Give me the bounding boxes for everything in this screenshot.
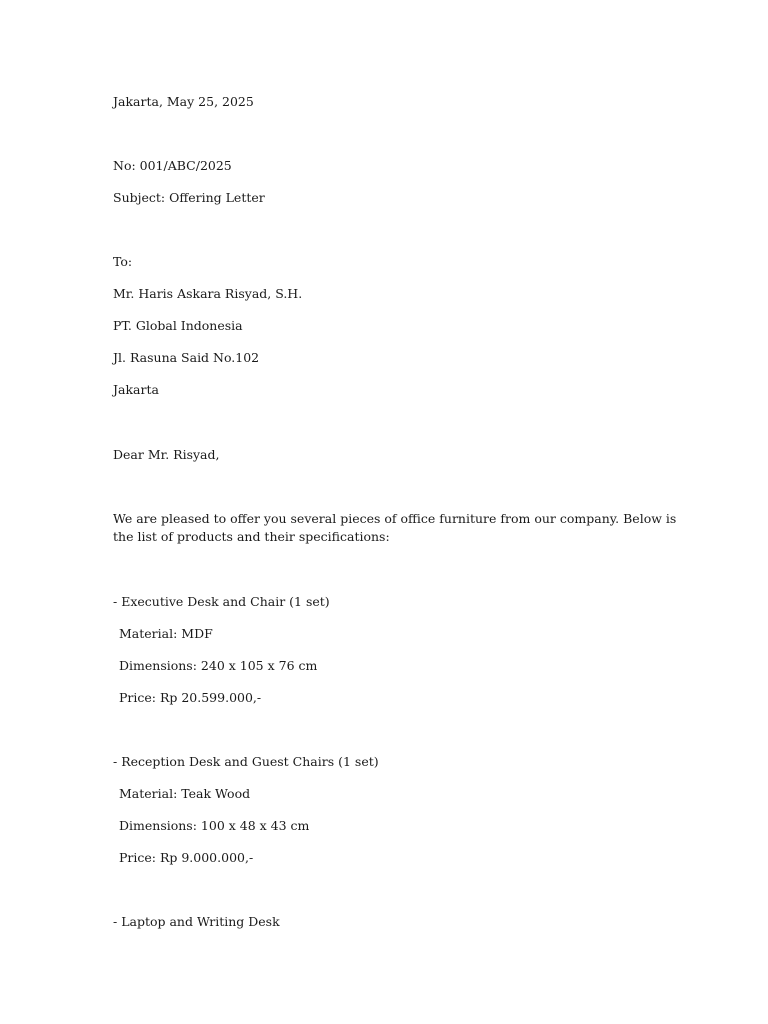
letter-number: No: 001/ABC/2025 [113,158,232,173]
recipient-city: Jakarta [113,382,159,397]
product-1-title: - Executive Desk and Chair (1 set) [113,594,330,609]
product-2-material: Material: Teak Wood [119,786,251,801]
product-2-dimensions: Dimensions: 100 x 48 x 43 cm [119,818,310,833]
intro-line-2: the list of products and their specifications: [113,529,390,544]
intro-line-1: We are pleased to offer you several pieces of office furniture from our company. Below is [113,511,677,526]
product-3-title: - Laptop and Writing Desk [113,914,280,929]
product-2-title: - Reception Desk and Guest Chairs (1 set) [113,754,379,769]
letter-subject: Subject: Offering Letter [113,190,265,205]
product-2-price: Price: Rp 9.000.000,- [119,850,254,865]
intro-paragraph [113,510,677,546]
recipient-street: Jl. Rasuna Said No.102 [113,350,260,365]
salutation: Dear Mr. Risyad, [113,447,220,462]
recipient-company: PT. Global Indonesia [113,318,243,333]
recipient-name: Mr. Haris Askara Risyad, S.H. [113,286,303,301]
to-label: To: [113,254,133,269]
product-1-material: Material: MDF [119,626,213,641]
product-1-price: Price: Rp 20.599.000,- [119,690,262,705]
product-1-dimensions: Dimensions: 240 x 105 x 76 cm [119,658,318,673]
letter-date: Jakarta, May 25, 2025 [113,94,254,109]
